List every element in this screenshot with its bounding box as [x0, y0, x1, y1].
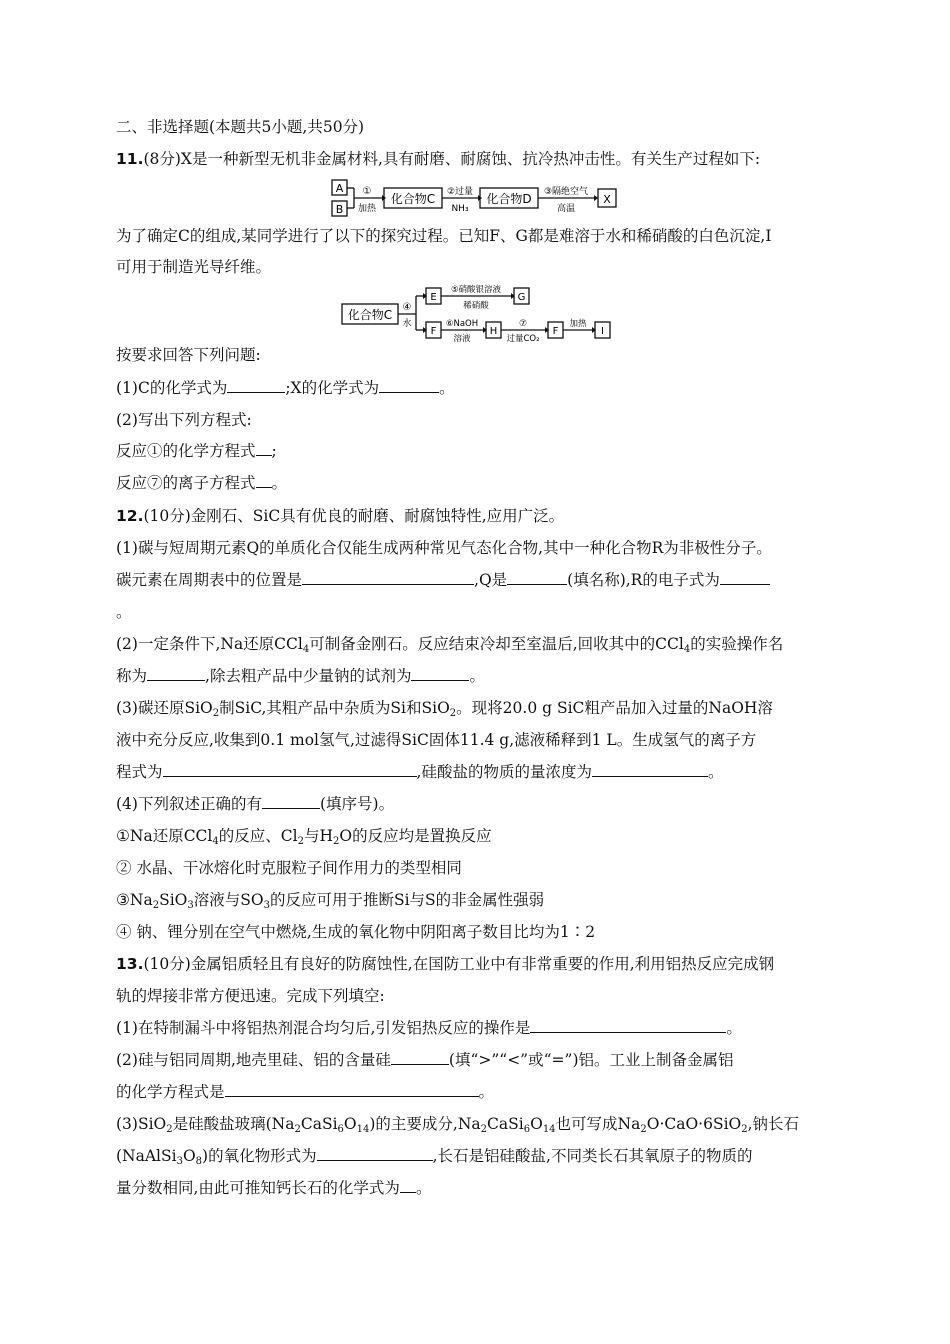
q12-part1-line2: [116, 569, 770, 591]
q11-part1-text-b: ;X的化学式为: [285, 379, 380, 397]
text: (4)下列叙述正确的有: [116, 795, 262, 813]
text: ,钠长石: [747, 1115, 800, 1133]
q11-number: 11.: [116, 150, 144, 168]
subscript: 2: [480, 1124, 488, 1135]
q12-part1-text-b: ,Q是: [474, 571, 508, 589]
q13-number: 13.: [116, 955, 144, 973]
q11-reaction1: [116, 440, 277, 462]
text: 制SiC,其粗产品中杂质为Si和SiO: [219, 699, 450, 717]
text: (3)SiO: [116, 1115, 167, 1133]
q13-stem-line2: 轨的焊接非常方便迅速。完成下列填空:: [116, 987, 385, 1005]
q11-prompt: 按要求回答下列问题:: [116, 346, 261, 364]
subscript: 2: [449, 708, 457, 719]
text: (2)硅与铝同周期,地壳里硅、铝的含量硅: [116, 1051, 391, 1069]
answer-blank[interactable]: [592, 762, 708, 777]
flow1-box-x: X: [603, 193, 611, 206]
text: CaSi: [487, 1115, 524, 1133]
subscript: 4: [212, 836, 219, 847]
flow1-box-a: A: [335, 182, 344, 195]
text: 。: [478, 1083, 495, 1101]
text: ,硅酸盐的物质的量浓度为: [416, 763, 592, 781]
subscript: 4: [302, 644, 310, 655]
flow2-box-e: E: [430, 292, 437, 303]
q12-part1-text-a: 碳元素在周期表中的位置是: [116, 571, 303, 589]
q13-part3-line3: [116, 1177, 431, 1199]
subscript: 6: [337, 1124, 344, 1135]
subscript: 14: [542, 1124, 556, 1135]
subscript: 2: [294, 1124, 301, 1135]
text: ,除去粗产品中少量钠的试剂为: [205, 667, 412, 685]
q13-part2-line2: [116, 1081, 494, 1103]
subscript: 2: [212, 708, 220, 719]
flow2-compound-c: 化合物C: [347, 308, 393, 322]
q12-part3-line2: 液中充分反应,收集到0.1 mol氢气,过滤得SiC固体11.4 g,滤液稀释到1 L。生成氢气的离子方: [116, 731, 757, 749]
q12-part1-text-c: (填名称),R的电子式为: [567, 571, 720, 589]
text: ,长石是铝硅酸盐,不同类长石其氧原子的物质的: [432, 1147, 753, 1165]
q13-part2-line1: [116, 1049, 734, 1071]
text: 量分数相同,由此可推知钙长石的化学式为: [116, 1179, 400, 1197]
flow2-step6-bottom: 溶液: [453, 334, 471, 342]
answer-blank[interactable]: [163, 762, 417, 777]
text: 称为: [116, 667, 148, 685]
answer-blank[interactable]: [262, 794, 320, 809]
text: 与H: [303, 827, 333, 845]
text: O·CaO·6SiO: [646, 1115, 742, 1133]
q12-number: 12.: [116, 507, 144, 525]
flow2-step5-top: ⑤硝酸银溶液: [450, 285, 502, 295]
flow2-step4-bottom: 水: [402, 319, 412, 329]
answer-blank[interactable]: [507, 570, 567, 585]
answer-blank[interactable]: [400, 1178, 416, 1193]
text: (1)在特制漏斗中将铝热剂混合均匀后,引发铝热反应的操作是: [116, 1019, 531, 1037]
text: 。: [469, 667, 485, 685]
answer-blank[interactable]: [379, 378, 439, 393]
q11-flow-diagram-2: [340, 284, 616, 342]
q11-intro-line2: 可用于制造光导纤维。: [116, 258, 272, 276]
q12-stem: (10分)金刚石、SiC具有优良的耐磨、耐腐蚀特性,应用广泛。: [143, 507, 565, 525]
answer-blank[interactable]: [147, 666, 205, 681]
flow2-step7-bottom: 过量CO₂: [506, 334, 540, 342]
text: 。: [415, 1179, 432, 1197]
answer-blank[interactable]: [317, 1146, 433, 1161]
answer-blank[interactable]: [411, 666, 469, 681]
flow2-box-i: I: [601, 326, 604, 337]
q12-option2: ② 水晶、干冰熔化时克服粒子间作用力的类型相同: [116, 859, 462, 877]
subscript: 2: [166, 1124, 173, 1135]
text: 。: [707, 763, 724, 781]
text: O: [182, 1147, 196, 1165]
subscript: 2: [741, 1124, 748, 1135]
text: (3)碳还原SiO: [116, 699, 213, 717]
q12-part2-line1: [116, 633, 783, 655]
answer-blank[interactable]: [227, 378, 285, 393]
text: (NaAlSi: [116, 1147, 177, 1165]
flow2-step6-top: ⑥NaOH: [445, 319, 479, 329]
text: 可制备金刚石。反应结束冷却至室温后,回收其中的CCl: [309, 635, 684, 653]
text: (填序号)。: [319, 795, 395, 813]
text: 的反应可用于推断Si与S的非金属性强弱: [269, 891, 545, 909]
q11-stem: (8分)X是一种新型无机非金属材料,具有耐磨、耐腐蚀、抗冷热冲击性。有关生产过程如下:: [143, 150, 761, 168]
answer-blank[interactable]: [225, 1082, 479, 1097]
text: )的主要成分,Na: [369, 1115, 481, 1133]
subscript: 2: [152, 900, 160, 911]
flow1-compound-c: 化合物C: [390, 192, 436, 206]
flow2-box-g: G: [517, 292, 526, 303]
q12-stem-line: [116, 505, 564, 527]
text: O: [343, 1115, 357, 1133]
subscript: 4: [683, 644, 691, 655]
answer-blank[interactable]: [391, 1050, 449, 1065]
text: 是硅酸盐玻璃(Na: [172, 1115, 295, 1133]
answer-blank[interactable]: [302, 570, 474, 585]
text: SiO: [159, 891, 188, 909]
q12-part4: [116, 793, 394, 815]
subscript: 3: [176, 1156, 183, 1167]
flow1-step3-bottom: 高温: [556, 204, 576, 214]
q13-stem-line: [116, 953, 774, 975]
q11-flow-diagram-1: [330, 176, 622, 220]
q12-option3: [116, 889, 544, 911]
flow1-step1-bottom: 加热: [357, 204, 377, 214]
subscript: 14: [356, 1124, 370, 1135]
q11-reaction7: [116, 472, 287, 494]
flow1-compound-d: 化合物D: [486, 192, 532, 206]
subscript: 2: [297, 836, 304, 847]
q11-reaction1-text: 反应①的化学方程式: [116, 442, 256, 460]
q13-part3-line1: [116, 1113, 799, 1135]
subscript: 6: [523, 1124, 531, 1135]
q12-part1-line1: (1)碳与短周期元素Q的单质化合仅能生成两种常见气态化合物,其中一种化合物R为非极性分子。: [116, 539, 772, 557]
text: ③Na: [116, 891, 153, 909]
flow2-step7-top: ⑦: [518, 319, 528, 329]
text: 。: [726, 1019, 742, 1037]
q12-part3-line3: [116, 761, 723, 783]
q12-part2-line2: [116, 665, 485, 687]
subscript: 2: [640, 1124, 647, 1135]
text: 也可写成Na: [555, 1115, 641, 1133]
text: )的氧化物形式为: [202, 1147, 317, 1165]
section-title: 二、非选择题(本题共5小题,共50分): [116, 118, 365, 136]
subscript: 8: [195, 1156, 203, 1167]
text: 程式为: [116, 763, 163, 781]
flow2-box-h: H: [489, 326, 498, 337]
text: O: [530, 1115, 543, 1133]
answer-blank[interactable]: [530, 1018, 726, 1033]
text: 的化学方程式是: [116, 1083, 225, 1101]
text: 。现将20.0 g SiC粗产品加入过量的NaOH溶: [456, 699, 773, 717]
answer-blank[interactable]: [720, 570, 770, 585]
flow1-box-b: B: [335, 203, 344, 216]
flow1-step3-top: ③隔绝空气: [543, 187, 589, 197]
q11-part1-text-c: 。: [439, 379, 455, 397]
q11-part1-text-a: (1)C的化学式为: [116, 379, 228, 397]
q11-intro-line1: 为了确定C的组成,某同学进行了以下的探究过程。已知F、G都是难溶于水和稀硝酸的白色沉淀,I: [116, 227, 772, 245]
q11-reaction1-end: ;: [271, 442, 277, 460]
text: CaSi: [300, 1115, 338, 1133]
subscript: 3: [263, 900, 270, 911]
q11-part2: (2)写出下列方程式:: [116, 411, 252, 429]
subscript: 3: [187, 900, 194, 911]
q12-part3-line1: [116, 697, 773, 719]
q12-option4: ④ 钠、锂分别在空气中燃烧,生成的氧化物中阴阳离子数目比均为1∶2: [116, 923, 596, 941]
q12-option1: [116, 825, 492, 847]
answer-blank[interactable]: [256, 441, 272, 456]
flow2-box-f2: F: [552, 326, 559, 337]
flow2-step5-bottom: 稀硝酸: [463, 301, 489, 311]
q11-part1: [116, 377, 455, 399]
text: (2)一定条件下,Na还原CCl: [116, 635, 303, 653]
text: 溶液与SO: [193, 891, 264, 909]
text: (填“>”“<”或“=”)铝。工业上制备金属铝: [448, 1051, 734, 1069]
flow2-step4-top: ④: [402, 302, 412, 313]
q11-reaction7-text: 反应⑦的离子方程式: [116, 474, 256, 492]
q13-part3-line2: [116, 1145, 752, 1167]
text: 的反应、Cl: [218, 827, 298, 845]
q13-stem: (10分)金属铝质轻且有良好的防腐蚀性,在国防工业中有非常重要的作用,利用铝热反应完成钢: [143, 955, 775, 973]
flow1-step1-top: ①: [362, 186, 372, 197]
text: 的实验操作名: [690, 635, 784, 653]
flow2-box-f: F: [430, 326, 437, 337]
q11-stem-line: [116, 148, 760, 170]
q13-part1: [116, 1017, 742, 1039]
flow2-step8-top: 加热: [569, 319, 587, 329]
q12-part1-line3: 。: [116, 603, 132, 621]
q11-reaction7-end: 。: [271, 474, 288, 492]
flow1-step2-bottom: NH₃: [451, 204, 469, 214]
flow1-step2-top: ②过量: [446, 187, 474, 197]
answer-blank[interactable]: [256, 473, 272, 488]
text: O的反应均是置换反应: [339, 827, 492, 845]
subscript: 2: [333, 836, 340, 847]
text: ①Na还原CCl: [116, 827, 213, 845]
